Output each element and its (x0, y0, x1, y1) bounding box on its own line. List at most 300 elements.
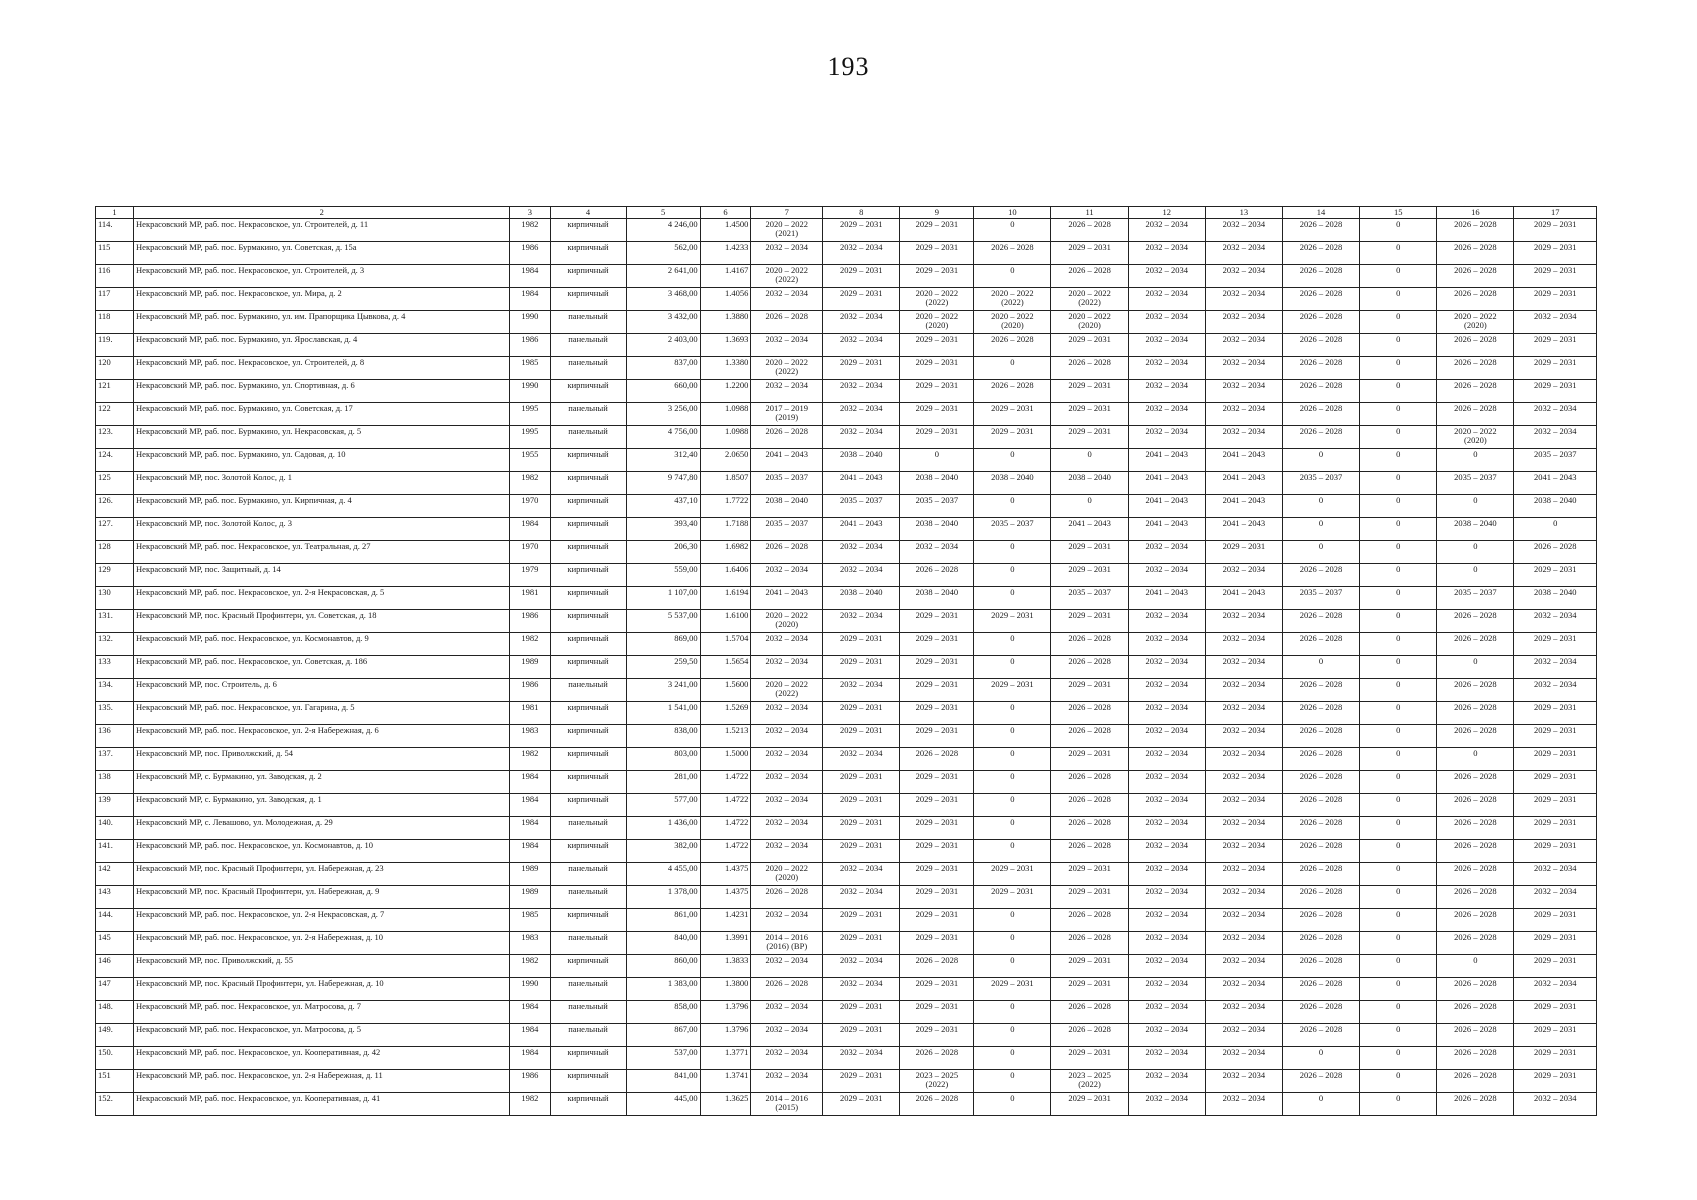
cell-text: 1984 (521, 288, 539, 298)
column-number-7: 7 (751, 207, 823, 219)
table-cell-col-12 (1128, 633, 1205, 656)
table-cell-col-2 (134, 334, 510, 357)
table-cell-col-2 (134, 886, 510, 909)
table-cell-col-7 (751, 679, 823, 702)
table-cell-col-9 (900, 932, 974, 955)
table-cell-col-15 (1360, 518, 1437, 541)
table-cell-col-2 (134, 1024, 510, 1047)
cell-text: 2032 – 2034 (840, 863, 883, 873)
cell-text: Некрасовский МР, раб. пос. Бурмакино, ул. Ярославская, д. 4 (136, 334, 358, 344)
table-cell-col-8 (823, 380, 900, 403)
table-cell-col-14 (1282, 518, 1359, 541)
cell-text: 120 (98, 357, 111, 367)
table-cell-col-7 (751, 610, 823, 633)
table-cell-col-3 (510, 748, 550, 771)
cell-text: Некрасовский МР, раб. пос. Бурмакино, ул. Советская, д. 15а (136, 242, 357, 252)
table-cell-col-6 (700, 357, 751, 380)
cell-text: 147 (98, 978, 111, 988)
table-row (96, 1047, 1597, 1070)
cell-text: 5 537,00 (667, 610, 698, 620)
table-cell-col-7 (751, 1093, 823, 1116)
cell-text: 2 641,00 (667, 265, 698, 275)
cell-text: 2029 – 2031 (915, 656, 959, 666)
cell-text: 2026 – 2028 (765, 311, 808, 321)
cell-text: Некрасовский МР, с. Левашово, ул. Молодежная, д. 29 (136, 817, 333, 827)
cell-text: Некрасовский МР, раб. пос. Некрасовское, ул. Советская, д. 186 (136, 656, 368, 666)
cell-text: 2023 – 2025 (2022) (915, 1070, 959, 1089)
table-cell-col-14 (1282, 656, 1359, 679)
table-cell-col-8 (823, 219, 900, 242)
table-cell-col-8 (823, 311, 900, 334)
cell-text: 2026 – 2028 (1299, 702, 1343, 712)
cell-text: 2032 – 2034 (765, 288, 808, 298)
table-cell-col-17 (1514, 679, 1597, 702)
cell-text: 2026 – 2028 (1454, 679, 1497, 689)
cell-text: 1.6100 (724, 610, 749, 620)
table-cell-col-13 (1205, 1070, 1282, 1093)
cell-text: 1.3833 (724, 955, 749, 965)
cell-text: 2026 – 2028 (1299, 564, 1343, 574)
column-number-4: 4 (550, 207, 626, 219)
table-cell-col-9 (900, 242, 974, 265)
cell-text: 115 (98, 242, 111, 252)
table-cell-col-16 (1437, 495, 1514, 518)
cell-text: 1.8507 (724, 472, 749, 482)
table-cell-col-8 (823, 1001, 900, 1024)
table-cell-col-13 (1205, 219, 1282, 242)
table-cell-col-14 (1282, 955, 1359, 978)
cell-text: 146 (98, 955, 111, 965)
cell-text: 838,00 (674, 725, 698, 735)
cell-text: 137. (98, 748, 113, 758)
cell-text: Некрасовский МР, раб. пос. Некрасовское, ул. Матросова, д. 5 (136, 1024, 362, 1034)
table-cell-col-15 (1360, 817, 1437, 840)
cell-text: 2029 – 2031 (1068, 380, 1111, 390)
cell-text: 0 (1010, 725, 1015, 735)
table-cell-col-15 (1360, 679, 1437, 702)
cell-text: 2041 – 2043 (1068, 518, 1111, 528)
cell-text: 2029 – 2031 (1533, 1024, 1577, 1034)
cell-text: 2032 – 2034 (840, 1047, 883, 1057)
table-cell-col-15 (1360, 1024, 1437, 1047)
cell-text: 2032 – 2034 (1222, 840, 1266, 850)
cell-text: 1.5704 (724, 633, 749, 643)
cell-text: 2032 – 2034 (1222, 380, 1266, 390)
table-cell-col-9 (900, 679, 974, 702)
cell-text: 2041 – 2043 (765, 587, 808, 597)
cell-text: 437,10 (674, 495, 698, 505)
table-cell-col-7 (751, 426, 823, 449)
table-cell-col-15 (1360, 334, 1437, 357)
table-cell-col-10 (974, 679, 1051, 702)
table-cell-col-6 (700, 840, 751, 863)
cell-text: 2029 – 2031 (840, 794, 883, 804)
table-cell-col-13 (1205, 633, 1282, 656)
table-cell-col-17 (1514, 219, 1597, 242)
cell-text: 1995 (521, 426, 539, 436)
table-cell-col-1 (96, 863, 134, 886)
table-cell-col-4 (550, 242, 626, 265)
cell-text: 445,00 (674, 1093, 698, 1103)
table-cell-col-13 (1205, 380, 1282, 403)
cell-text: 1982 (521, 1093, 539, 1103)
cell-text: 2029 – 2031 (915, 633, 959, 643)
table-cell-col-16 (1437, 679, 1514, 702)
cell-text: кирпичный (567, 495, 609, 505)
cell-text: 2026 – 2028 (1299, 357, 1343, 367)
table-cell-col-15 (1360, 426, 1437, 449)
cell-text: 1.4500 (724, 219, 749, 229)
table-cell-col-15 (1360, 955, 1437, 978)
table-cell-col-13 (1205, 1001, 1282, 1024)
cell-text: 2032 – 2034 (765, 633, 808, 643)
table-cell-col-6 (700, 955, 751, 978)
table-cell-col-5 (626, 656, 700, 679)
table-cell-col-2 (134, 495, 510, 518)
table-cell-col-9 (900, 288, 974, 311)
table-cell-col-4 (550, 495, 626, 518)
cell-text: 2029 – 2031 (840, 265, 883, 275)
cell-text: 1981 (521, 702, 539, 712)
cell-text: 2041 – 2043 (840, 472, 883, 482)
table-cell-col-2 (134, 357, 510, 380)
table-cell-col-5 (626, 334, 700, 357)
cell-text: 1.4233 (724, 242, 749, 252)
table-cell-col-10 (974, 725, 1051, 748)
table-cell-col-3 (510, 380, 550, 403)
table-cell-col-12 (1128, 725, 1205, 748)
table-cell-col-5 (626, 633, 700, 656)
table-cell-col-7 (751, 771, 823, 794)
table-cell-col-3 (510, 357, 550, 380)
cell-text: 2029 – 2031 (915, 265, 959, 275)
table-cell-col-16 (1437, 541, 1514, 564)
cell-text: 2026 – 2028 (1454, 932, 1497, 942)
table-cell-col-4 (550, 564, 626, 587)
cell-text: 2032 – 2034 (1222, 1093, 1266, 1103)
cell-text: 2032 – 2034 (1222, 909, 1266, 919)
cell-text: Некрасовский МР, раб. пос. Бурмакино, ул. Некрасовская, д. 5 (136, 426, 362, 436)
cell-text: 2038 – 2040 (1533, 587, 1577, 597)
table-cell-col-14 (1282, 1047, 1359, 1070)
table-cell-col-1 (96, 426, 134, 449)
table-cell-col-10 (974, 771, 1051, 794)
table-cell-col-14 (1282, 817, 1359, 840)
cell-text: 860,00 (674, 955, 698, 965)
cell-text: 2029 – 2031 (915, 403, 959, 413)
cell-text: 2026 – 2028 (1299, 1001, 1343, 1011)
cell-text: 145 (98, 932, 111, 942)
table-cell-col-17 (1514, 495, 1597, 518)
table-cell-col-10 (974, 748, 1051, 771)
column-number-2: 2 (134, 207, 510, 219)
cell-text: 2035 – 2037 (1454, 587, 1497, 597)
table-cell-col-6 (700, 610, 751, 633)
cell-text: Некрасовский МР, раб. пос. Некрасовское, ул. Гагарина, д. 5 (136, 702, 355, 712)
table-row (96, 403, 1597, 426)
table-cell-col-14 (1282, 265, 1359, 288)
cell-text: 1.6194 (724, 587, 749, 597)
cell-text: 2029 – 2031 (1533, 1070, 1577, 1080)
table-cell-col-9 (900, 449, 974, 472)
cell-text: 393,40 (674, 518, 698, 528)
cell-text: 0 (1010, 840, 1015, 850)
table-cell-col-1 (96, 1024, 134, 1047)
cell-text: 2032 – 2034 (1533, 978, 1577, 988)
table-row (96, 334, 1597, 357)
table-cell-col-4 (550, 656, 626, 679)
table-cell-col-14 (1282, 909, 1359, 932)
cell-text: 2029 – 2031 (1533, 840, 1577, 850)
table-row (96, 518, 1597, 541)
table-cell-col-3 (510, 725, 550, 748)
table-cell-col-14 (1282, 242, 1359, 265)
cell-text: 149. (98, 1024, 113, 1034)
cell-text: 2026 – 2028 (765, 978, 808, 988)
cell-text: 2029 – 2031 (915, 242, 959, 252)
table-cell-col-13 (1205, 909, 1282, 932)
table-cell-col-17 (1514, 702, 1597, 725)
cell-text: кирпичный (567, 955, 609, 965)
cell-text: 2032 – 2034 (765, 656, 808, 666)
table-cell-col-13 (1205, 840, 1282, 863)
table-cell-col-8 (823, 656, 900, 679)
table-cell-col-13 (1205, 334, 1282, 357)
table-cell-col-5 (626, 840, 700, 863)
table-cell-col-17 (1514, 771, 1597, 794)
cell-text: 2029 – 2031 (915, 840, 959, 850)
table-cell-col-5 (626, 794, 700, 817)
table-cell-col-1 (96, 702, 134, 725)
table-cell-col-17 (1514, 587, 1597, 610)
cell-text: 2032 – 2034 (1222, 679, 1266, 689)
table-cell-col-5 (626, 955, 700, 978)
table-cell-col-10 (974, 909, 1051, 932)
cell-text: 0 (1010, 587, 1015, 597)
cell-text: 2029 – 2031 (991, 886, 1034, 896)
cell-text: 2038 – 2040 (1068, 472, 1111, 482)
table-cell-col-4 (550, 334, 626, 357)
cell-text: 0 (1396, 1093, 1401, 1103)
cell-text: 2026 – 2028 (915, 955, 959, 965)
table-cell-col-3 (510, 656, 550, 679)
table-cell-col-5 (626, 817, 700, 840)
table-cell-col-8 (823, 978, 900, 1001)
table-cell-col-14 (1282, 219, 1359, 242)
table-cell-col-6 (700, 817, 751, 840)
cell-text: 2029 – 2031 (1533, 357, 1577, 367)
cell-text: 1.3991 (724, 932, 749, 942)
table-cell-col-8 (823, 564, 900, 587)
cell-text: 2032 – 2034 (1145, 380, 1188, 390)
table-cell-col-3 (510, 495, 550, 518)
cell-text: 2020 – 2022 (2022) (765, 357, 808, 376)
cell-text: 1.3800 (724, 978, 749, 988)
cell-text: кирпичный (567, 242, 609, 252)
table-cell-col-6 (700, 1001, 751, 1024)
cell-text: 2029 – 2031 (840, 1024, 883, 1034)
table-cell-col-15 (1360, 541, 1437, 564)
cell-text: 2032 – 2034 (765, 564, 808, 574)
table-cell-col-17 (1514, 1093, 1597, 1116)
cell-text: 2026 – 2028 (1068, 1001, 1111, 1011)
table-cell-col-10 (974, 564, 1051, 587)
table-row (96, 679, 1597, 702)
cell-text: 1.3796 (724, 1024, 749, 1034)
cell-text: 1.3796 (724, 1001, 749, 1011)
cell-text: 2038 – 2040 (840, 449, 883, 459)
cell-text: 2029 – 2031 (1533, 748, 1577, 758)
table-cell-col-7 (751, 633, 823, 656)
table-cell-col-12 (1128, 403, 1205, 426)
table-cell-col-4 (550, 794, 626, 817)
table-cell-col-16 (1437, 633, 1514, 656)
cell-text: Некрасовский МР, раб. пос. Некрасовское, ул. Строителей, д. 8 (136, 357, 365, 367)
cell-text: 1985 (521, 909, 539, 919)
table-cell-col-10 (974, 610, 1051, 633)
cell-text: 2032 – 2034 (1222, 564, 1266, 574)
cell-text: 2032 – 2034 (1222, 265, 1266, 275)
cell-text: Некрасовский МР, пос. Красный Профинтерн, ул. Набережная, д. 10 (136, 978, 384, 988)
cell-text: 2032 – 2034 (840, 242, 883, 252)
table-row (96, 955, 1597, 978)
table-cell-col-5 (626, 1024, 700, 1047)
cell-text: 2029 – 2031 (1068, 978, 1111, 988)
cell-text: 1 383,00 (667, 978, 698, 988)
cell-text: Некрасовский МР, пос. Золотой Колос, д. 3 (136, 518, 292, 528)
table-row (96, 219, 1597, 242)
cell-text: 2029 – 2031 (1533, 771, 1577, 781)
cell-text: 2026 – 2028 (765, 541, 808, 551)
cell-text: Некрасовский МР, раб. пос. Некрасовское, ул. Космонавтов, д. 9 (136, 633, 369, 643)
table-cell-col-2 (134, 518, 510, 541)
cell-text: 2029 – 2031 (1533, 1047, 1577, 1057)
cell-text: 129 (98, 564, 111, 574)
table-cell-col-11 (1051, 541, 1128, 564)
table-cell-col-8 (823, 679, 900, 702)
cell-text: 841,00 (674, 1070, 698, 1080)
table-cell-col-6 (700, 932, 751, 955)
table-cell-col-5 (626, 472, 700, 495)
table-cell-col-3 (510, 679, 550, 702)
cell-text: 2023 – 2025 (2022) (1068, 1070, 1111, 1089)
table-cell-col-15 (1360, 1070, 1437, 1093)
table-cell-col-13 (1205, 725, 1282, 748)
table-cell-col-8 (823, 334, 900, 357)
cell-text: 2026 – 2028 (1454, 909, 1497, 919)
cell-text: 1.3771 (724, 1047, 749, 1057)
cell-text: 2029 – 2031 (915, 863, 959, 873)
table-cell-col-4 (550, 380, 626, 403)
table-cell-col-3 (510, 840, 550, 863)
cell-text: 2029 – 2031 (915, 219, 959, 229)
table-cell-col-12 (1128, 449, 1205, 472)
cell-text: 2020 – 2022 (2022) (915, 288, 959, 307)
table-cell-col-10 (974, 219, 1051, 242)
table-cell-col-16 (1437, 380, 1514, 403)
cell-text: 2032 – 2034 (1222, 426, 1266, 436)
table-cell-col-11 (1051, 472, 1128, 495)
cell-text: 1.4375 (724, 886, 749, 896)
table-row (96, 1001, 1597, 1024)
table-cell-col-13 (1205, 863, 1282, 886)
table-cell-col-16 (1437, 725, 1514, 748)
table-cell-col-17 (1514, 426, 1597, 449)
table-cell-col-5 (626, 265, 700, 288)
table-cell-col-17 (1514, 472, 1597, 495)
table-cell-col-1 (96, 449, 134, 472)
cell-text: 0 (1396, 633, 1401, 643)
table-cell-col-13 (1205, 288, 1282, 311)
cell-text: 2032 – 2034 (1222, 1047, 1266, 1057)
table-cell-col-12 (1128, 311, 1205, 334)
cell-text: кирпичный (567, 449, 609, 459)
cell-text: 140. (98, 817, 113, 827)
table-cell-col-8 (823, 1024, 900, 1047)
table-cell-col-5 (626, 380, 700, 403)
table-cell-col-10 (974, 633, 1051, 656)
cell-text: 2032 – 2034 (1145, 909, 1188, 919)
table-cell-col-4 (550, 679, 626, 702)
table-cell-col-2 (134, 265, 510, 288)
cell-text: кирпичный (567, 909, 609, 919)
cell-text: 142 (98, 863, 111, 873)
table-cell-col-5 (626, 1001, 700, 1024)
cell-text: Некрасовский МР, раб. пос. Некрасовское, ул. 2-я Набережная, д. 11 (136, 1070, 383, 1080)
table-cell-col-7 (751, 564, 823, 587)
cell-text: 9 747,80 (667, 472, 698, 482)
table-cell-col-17 (1514, 541, 1597, 564)
cell-text: 1984 (521, 518, 539, 528)
table-cell-col-17 (1514, 817, 1597, 840)
table-cell-col-11 (1051, 449, 1128, 472)
cell-text: 1.4722 (724, 771, 749, 781)
table-cell-col-8 (823, 1047, 900, 1070)
table-cell-col-17 (1514, 909, 1597, 932)
cell-text: 2026 – 2028 (1068, 909, 1111, 919)
table-cell-col-11 (1051, 771, 1128, 794)
cell-text: 2029 – 2031 (1222, 541, 1266, 551)
table-cell-col-12 (1128, 679, 1205, 702)
cell-text: 1989 (521, 863, 539, 873)
table-cell-col-11 (1051, 679, 1128, 702)
cell-text: 2032 – 2034 (1222, 219, 1266, 229)
cell-text: 1.3693 (724, 334, 749, 344)
cell-text: 2026 – 2028 (1299, 380, 1343, 390)
table-cell-col-13 (1205, 311, 1282, 334)
table-cell-col-1 (96, 219, 134, 242)
table-cell-col-17 (1514, 955, 1597, 978)
cell-text: 0 (1318, 495, 1324, 505)
cell-text: 2026 – 2028 (1299, 840, 1343, 850)
table-cell-col-14 (1282, 1001, 1359, 1024)
table-cell-col-3 (510, 702, 550, 725)
cell-text: 1.5654 (724, 656, 749, 666)
column-number-5: 5 (626, 207, 700, 219)
table-cell-col-17 (1514, 725, 1597, 748)
table-cell-col-8 (823, 633, 900, 656)
table-cell-col-2 (134, 909, 510, 932)
cell-text: 2020 – 2022 (2020) (991, 311, 1034, 330)
cell-text: 127. (98, 518, 113, 528)
table-cell-col-9 (900, 587, 974, 610)
table-cell-col-14 (1282, 403, 1359, 426)
cell-text: 2035 – 2037 (915, 495, 959, 505)
table-cell-col-11 (1051, 426, 1128, 449)
table-cell-col-4 (550, 702, 626, 725)
cell-text: 138 (98, 771, 111, 781)
table-cell-col-12 (1128, 1093, 1205, 1116)
